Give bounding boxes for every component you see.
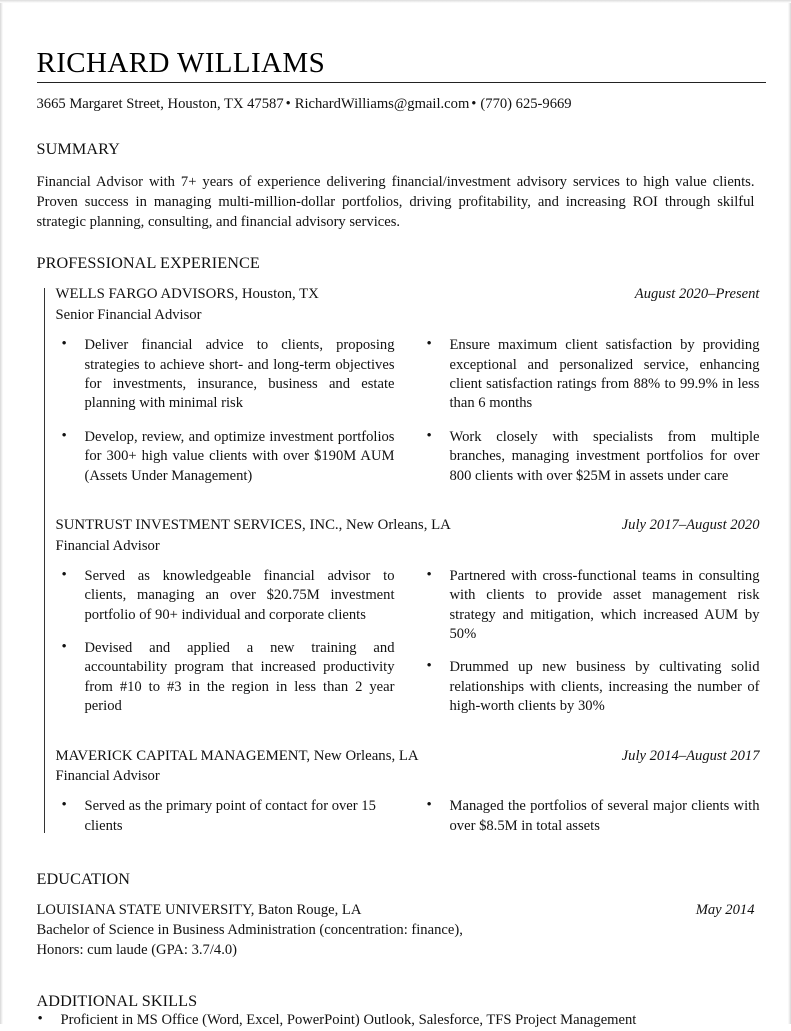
job-company: WELLS FARGO ADVISORS, Houston, TX bbox=[55, 286, 319, 303]
list-item: • Managed the portfolios of several major clients with over $8.5M in total assets bbox=[421, 797, 760, 836]
job-date: July 2014–August 2017 bbox=[621, 747, 760, 764]
contact-line bbox=[37, 94, 760, 114]
list-item: • Served as knowledgeable financial advisor to clients, managing an over $20.75M investment portfolio of 90+ individual and corporate clients bbox=[56, 567, 395, 625]
bullet-list bbox=[56, 567, 395, 717]
contact-phone[interactable]: (770) 625-9669 bbox=[480, 96, 572, 113]
list-item: • Work closely with specialists from multiple branches, managing investment portfolios for over 800 clients with over $25M in assets under care bbox=[421, 428, 760, 486]
list-item: • Deliver financial advice to clients, proposing strategies to achieve short- and long-term objectives for investments, insurance, business and estate planning with minimal risk bbox=[56, 336, 395, 414]
candidate-name: RICHARD WILLIAMS bbox=[36, 47, 326, 79]
header-divider bbox=[37, 82, 766, 83]
section-title-summary: SUMMARY bbox=[36, 139, 120, 158]
list-item: • Devised and applied a new training and accountability program that increased productivity from #10 to #3 in the region in less than 2 year period bbox=[56, 639, 395, 717]
job-header bbox=[56, 285, 760, 305]
job-bullet-columns bbox=[56, 797, 760, 836]
contact-separator-2: • bbox=[471, 96, 477, 113]
education-school: LOUISIANA STATE UNIVERSITY, Baton Rouge, LA bbox=[36, 902, 362, 919]
list-item: • Partnered with cross-functional teams in consulting with clients to provide asset management risk strategy and mitigation, which increased AUM by 50% bbox=[421, 567, 760, 645]
education-honors: Honors: cum laude (GPA: 3.7/4.0) bbox=[36, 941, 238, 958]
job-role: Senior Financial Advisor bbox=[55, 306, 202, 323]
job-bullet-columns bbox=[56, 336, 760, 486]
summary-text: Financial Advisor with 7+ years of experience delivering financial/investment advisory services to high value clients. Proven success in managing multi-million-dollar portfolios, driving profitability, and increasing ROI through skilful strategic planning, consulting, and financial advisory services. bbox=[36, 173, 755, 230]
bullet-list bbox=[421, 797, 760, 836]
contact-separator-1: • bbox=[285, 96, 291, 113]
bullet-column-right bbox=[421, 797, 760, 836]
job-date: July 2017–August 2020 bbox=[621, 517, 760, 534]
experience-vertical-rule bbox=[44, 288, 45, 833]
job-date: August 2020–Present bbox=[634, 286, 760, 303]
list-item: • Ensure maximum client satisfaction by providing exceptional and personalized service, enhancing client satisfaction ratings from 88% to 99.9% in less than 6 months bbox=[421, 336, 760, 414]
education-header bbox=[37, 901, 755, 921]
job-role: Financial Advisor bbox=[55, 768, 160, 785]
bullet-list bbox=[56, 797, 395, 836]
bullet-list bbox=[56, 336, 395, 486]
bullet-column-left bbox=[56, 567, 395, 717]
job-bullet-columns bbox=[56, 567, 760, 717]
bullet-list bbox=[421, 336, 760, 486]
bullet-column-right bbox=[421, 336, 760, 486]
section-title-education: EDUCATION bbox=[36, 870, 131, 889]
education-date: May 2014 bbox=[695, 902, 755, 919]
experience-section bbox=[32, 285, 760, 836]
list-item: • Drummed up new business by cultivating solid relationships with clients, increasing the number of high-worth clients by 30% bbox=[421, 658, 760, 716]
job-company: SUNTRUST INVESTMENT SERVICES, INC., New Orleans, LA bbox=[55, 517, 451, 534]
resume-content bbox=[32, 0, 760, 1031]
bullet-column-right bbox=[421, 567, 760, 717]
bullet-column-left bbox=[56, 336, 395, 486]
page-edge-left bbox=[0, 0, 3, 1024]
list-item: • Proficient in MS Office (Word, Excel, PowerPoint) Outlook, Salesforce, TFS Project Management bbox=[32, 1011, 760, 1030]
skills-list bbox=[32, 1011, 760, 1030]
contact-address: 3665 Margaret Street, Houston, TX 47587 bbox=[36, 96, 284, 113]
job-header bbox=[56, 747, 760, 767]
section-title-experience: PROFESSIONAL EXPERIENCE bbox=[36, 254, 260, 273]
education-degree: Bachelor of Science in Business Administration (concentration: finance), bbox=[36, 921, 463, 938]
list-item: • Served as the primary point of contact for over 15 clients bbox=[56, 797, 395, 836]
contact-email[interactable]: RichardWilliams@gmail.com bbox=[294, 96, 470, 113]
job-role: Financial Advisor bbox=[55, 537, 160, 554]
bullet-list bbox=[421, 567, 760, 717]
list-item: • Develop, review, and optimize investment portfolios for 300+ high value clients with over $190M AUM (Assets Under Management) bbox=[56, 428, 395, 486]
education-entry bbox=[37, 901, 755, 960]
job-company: MAVERICK CAPITAL MANAGEMENT, New Orleans, LA bbox=[55, 747, 419, 764]
job-entry bbox=[56, 747, 760, 837]
job-header bbox=[56, 516, 760, 536]
bullet-column-left bbox=[56, 797, 395, 836]
job-entry bbox=[56, 516, 760, 717]
job-entry bbox=[56, 285, 760, 486]
section-title-skills: ADDITIONAL SKILLS bbox=[36, 992, 198, 1011]
